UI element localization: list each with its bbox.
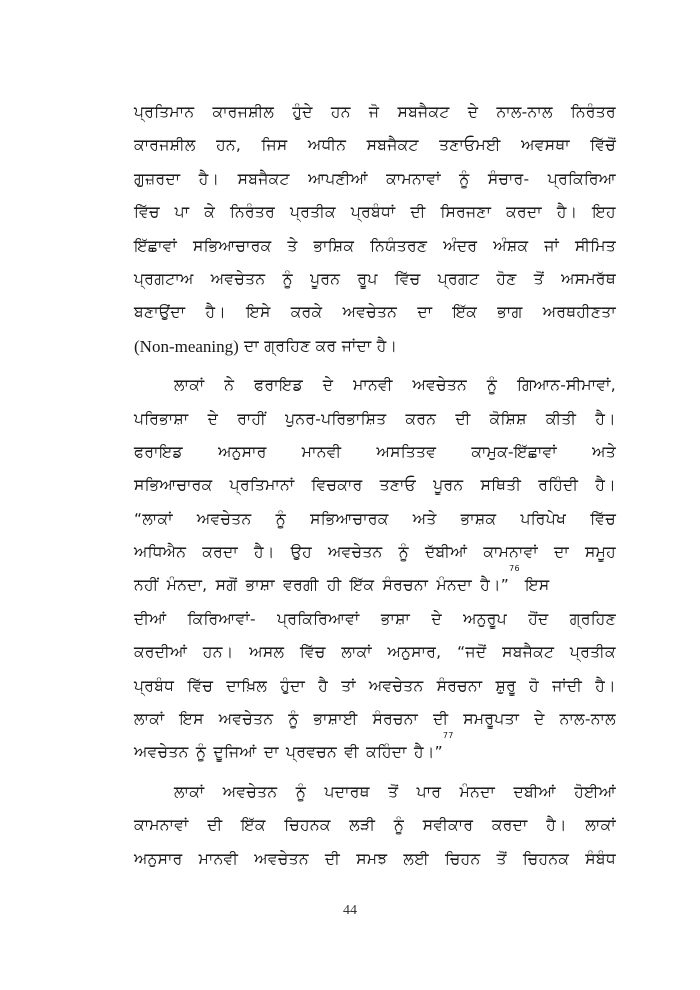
word: ਨੂੰ	[295, 782, 307, 801]
word: ਰਾਹੀਂ	[237, 409, 267, 428]
word: ਇਸੇ	[246, 303, 271, 322]
word: ਅਵਸਥਾ	[521, 136, 570, 155]
word: ਅਸਲ	[249, 643, 285, 662]
word: ਅਨੁਸਾਰ,	[387, 643, 442, 662]
word: ਅਵਚੇਤਨ	[412, 376, 468, 395]
word: ਦੇ	[207, 409, 219, 428]
word: ਨੂੰ	[282, 269, 293, 288]
word: ਅਵਚੇਤਨ	[210, 269, 266, 288]
word: ਲਾਕਾਂ	[585, 816, 616, 835]
word: ਗਿਆਨ-ਸੀਮਾਵਾਂ,	[517, 376, 616, 395]
word: ਦੀ	[433, 710, 449, 729]
word: ਪ੍ਰਗਟਾਅ	[134, 269, 194, 288]
word: ਪੂਰਨ	[433, 476, 464, 495]
word: ਕੇ	[204, 203, 216, 222]
latin-term: (Non-meaning)	[134, 336, 239, 356]
word: ਪ੍ਰਬੰਧਾਂ	[350, 203, 396, 222]
word: ਸਬਜੈਕਟ	[502, 643, 555, 662]
word: ਅਵਚੇਤਨ	[368, 676, 424, 695]
word: ਦਬੀਆਂ	[513, 782, 556, 801]
word: ਦੇ	[534, 710, 545, 729]
word: ਹੁੰਦਾ	[280, 676, 306, 695]
word: ਭਾਸ਼ਾ	[380, 609, 411, 628]
word: ਅਨੁਰੂਪ	[463, 609, 507, 628]
text-line	[134, 809, 616, 842]
word: ਸਮਝ	[356, 849, 388, 868]
word: ਪਰਿਪੇਖ	[520, 509, 567, 528]
text-line	[134, 436, 616, 469]
word: ਫਰਾਇਡ	[134, 442, 183, 461]
text-line	[134, 296, 616, 329]
word: ਭਾਸ਼ਾਈ	[313, 710, 358, 729]
word: ਰਹਿੰਦੀ	[538, 476, 579, 495]
word: ਅਨੁਸਾਰ	[134, 849, 183, 868]
text-fragment: ਨਹੀਂ ਮੰਨਦਾ, ਸਗੋਂ ਭਾਸ਼ਾ ਵਰਗੀ ਹੀ ਇੱਕ ਸੰਰਚਨਾ ਮੰਨਦਾ ਹੈ।”	[134, 576, 510, 595]
text-line	[134, 369, 616, 402]
word: ਕਾਮਨਾਵਾਂ	[134, 816, 189, 835]
word: ਅਵਚੇਤਨ	[196, 509, 252, 528]
word: ਤੋਂ	[496, 849, 507, 868]
word: ਵਿੱਚ	[134, 203, 160, 222]
paragraph-1	[134, 96, 616, 363]
word: ਪਾਰ	[416, 782, 442, 801]
word: ਨੂੰ	[486, 376, 498, 395]
word: ਦਾ	[553, 543, 569, 562]
word: ਨਿਰੰਤਰ	[570, 103, 616, 121]
text-line	[134, 129, 616, 162]
word: ਜਿਸ	[261, 136, 288, 155]
word: ਹੈ।	[556, 203, 578, 222]
word: ਨਾਲ-ਨਾਲ	[559, 710, 616, 729]
word: ਸੀਮਿਤ	[574, 236, 616, 255]
text-line	[134, 196, 616, 229]
text-line-last	[134, 330, 616, 363]
text-line	[134, 230, 616, 263]
word: ਅਵਚੇਤਨ	[342, 303, 398, 322]
word: ਹੈ।	[595, 409, 616, 428]
word: ਲੜੀ	[349, 816, 376, 835]
word: ਅਤੇ	[412, 509, 437, 528]
word: ਤਣਾਓ	[379, 476, 417, 495]
word: ਵਿੱਚ	[590, 509, 616, 528]
word: ਦਾਖ਼ਿਲ	[226, 676, 268, 695]
word: ਹਨ।	[202, 643, 234, 662]
word: ਲਾਕਾਂ	[341, 643, 372, 662]
word: ਬਣਾਉਂਦਾ	[134, 303, 186, 322]
word: ਤਾਂ	[341, 676, 356, 695]
word: ਮਾਨਵੀ	[353, 376, 393, 395]
word: ਪ੍ਰਗਟ	[437, 269, 480, 288]
word: ਸਵੀਕਾਰ	[422, 816, 474, 835]
word: ਮਾਨਵੀ	[198, 849, 239, 868]
word: ਹੈ।	[595, 476, 616, 495]
word: ਸੰਬੰਧ	[585, 849, 616, 868]
word: ਨਿਰੰਤਰ	[230, 203, 276, 222]
word: ਸਮਰੂਪਤਾ	[463, 710, 520, 729]
word: ਅੰਦਰ	[443, 236, 478, 255]
text-fragment: ਅਵਚੇਤਨ ਨੂੰ ਦੂਜਿਆਂ ਦਾ ਪ੍ਰਵਚਨ ਵੀ ਕਹਿੰਦਾ ਹੈ।”	[134, 743, 443, 762]
word: ਦੇ	[431, 609, 442, 628]
word: ਮੰਨਦਾ	[459, 782, 496, 801]
word: ਹੋਣ	[496, 269, 517, 288]
word: ਸਬਜੈਕਟ	[237, 169, 290, 188]
word: ਜਾਂਦੀ	[552, 676, 583, 695]
word: ਰੂਪ	[357, 269, 378, 288]
word: “ਜਦੋਂ	[457, 643, 487, 662]
word: ਨੂੰ	[398, 543, 409, 562]
word: ਭਾਸ਼ਕ	[460, 509, 497, 528]
word: ਨੂੰ	[275, 509, 286, 528]
word: ਜਾਂ	[544, 236, 560, 255]
word: ਅਨੁਸਾਰ	[218, 442, 267, 461]
word: ਹੈ	[318, 676, 329, 695]
word: ਆਪਣੀਆਂ	[308, 169, 368, 188]
word: ਹੈ।	[205, 303, 227, 322]
word: ਕਰਕੇ	[290, 303, 323, 322]
word: ਅਧੀਨ	[307, 136, 347, 155]
word: ਦੀ	[455, 409, 471, 428]
word: ਸਬਜੈਕਟ	[397, 103, 450, 121]
word: ਵਿਚਕਾਰ	[311, 476, 363, 495]
word: ਸਭਿਆਚਾਰਕ	[134, 476, 213, 495]
word: ਤੇ	[287, 236, 298, 255]
word: ਹਨ	[330, 103, 351, 121]
word: ਕਿਰਿਆਵਾਂ-	[187, 609, 256, 628]
word: ਸੰਰਚਨਾ	[436, 676, 483, 695]
word: ਦਾ	[417, 303, 433, 322]
word: ਤੋਂ	[388, 782, 399, 801]
word: ਹੋਂਦ	[528, 609, 549, 628]
text-line	[134, 469, 616, 502]
word: ਹਨ,	[216, 136, 242, 155]
footnote-marker-77: 77	[442, 731, 454, 741]
text-line	[134, 263, 616, 296]
word: ਸਮੂਹ	[584, 543, 616, 562]
text-line	[134, 96, 616, 129]
word: ਅਵਚੇਤਨ	[218, 710, 274, 729]
word: ਨਾਲ-ਨਾਲ	[496, 103, 553, 121]
word: ਇੱਕ	[452, 303, 478, 322]
word: ਪਾ	[174, 203, 190, 222]
word: ਹੋਈਆਂ	[574, 782, 616, 801]
text-line-last	[134, 731, 616, 769]
word: ਨੇ	[224, 376, 235, 395]
word: ਨੂੰ	[459, 169, 470, 188]
text-line-with-footnote	[134, 564, 616, 602]
word: ਕਰਦੀਆਂ	[134, 643, 188, 662]
word: ਅਤੇ	[592, 442, 616, 461]
word: ਅਵਚੇਤਨ	[254, 849, 309, 868]
word: ਪ੍ਰਤਿਮਾਨਾਂ	[229, 476, 295, 495]
word: ਤੋਂ	[533, 269, 544, 288]
word: ਦੇ	[467, 103, 479, 121]
word: ਹੁੰਦੇ	[292, 103, 313, 121]
word: ਕਰਦਾ	[491, 816, 528, 835]
text-line	[134, 403, 616, 436]
word: ਤਣਾਓਮਈ	[439, 136, 501, 155]
word: ਮਾਨਵੀ	[301, 442, 342, 461]
word: ਜੋ	[368, 103, 380, 121]
text-line	[134, 843, 616, 876]
word: ਅਵਚੇਤਨ	[222, 782, 278, 801]
word: ਪ੍ਰਕਿਰਿਆਵਾਂ	[277, 609, 360, 628]
word: ਪਦਾਰਥ	[324, 782, 370, 801]
word: ਦੀ	[410, 203, 426, 222]
word: ਹੈ।	[254, 543, 275, 562]
word: ਸਬਜੈਕਟ	[366, 136, 419, 155]
text-line	[134, 776, 616, 809]
text-line	[134, 603, 616, 636]
word: ਹੈ।	[546, 816, 567, 835]
word: ਕਰਦਾ	[202, 543, 239, 562]
page-number: 44	[343, 903, 357, 918]
word: ਫਰਾਇਡ	[254, 376, 303, 395]
word: ਨੂੰ	[393, 816, 405, 835]
word: ਲਾਕਾਂ	[174, 782, 205, 801]
word: ਸੰਚਾਰ-	[487, 169, 530, 188]
word: ਇਸ	[179, 710, 204, 729]
word: ਸਥਿਤੀ	[480, 476, 522, 495]
word: ਚਿਹਨ	[444, 849, 481, 868]
footnote-marker-76: 76	[509, 564, 520, 574]
word: ਹੋ	[529, 676, 539, 695]
word: ਹੈ।	[595, 676, 616, 695]
word: ਗ੍ਰਹਿਣ	[569, 609, 616, 628]
word: ਵਿੱਚ	[187, 676, 214, 695]
word: ਵਿੱਚ	[394, 269, 421, 288]
word: ਉਹ	[290, 543, 312, 562]
word: ਹੈ।	[198, 169, 220, 188]
text-line	[134, 536, 616, 569]
word: ਵਿੱਚ	[299, 643, 326, 662]
word: ਪੁਨਰ-ਪਰਿਭਾਸ਼ਿਤ	[285, 409, 387, 428]
word: ਇੱਛਾਵਾਂ	[134, 236, 178, 255]
word: ਅਸਮਰੱਥ	[561, 269, 616, 288]
word: ਇਹ	[592, 203, 616, 222]
word: ਚਿਹਨਕ	[284, 816, 331, 835]
word: ਕਾਮਨਾਵਾਂ	[483, 543, 538, 562]
document-page-body	[134, 96, 616, 876]
word: ਅਸਤਿਤਵ	[376, 442, 437, 461]
word: ਕਰਦਾ	[506, 203, 542, 222]
word: ਕੀਤੀ	[545, 409, 577, 428]
word: ਭਾਗ	[497, 303, 523, 322]
word: ਅੰਸ਼ਕ	[493, 236, 529, 255]
word: ਕਾਮੁਕ-ਇੱਛਾਵਾਂ	[471, 442, 557, 461]
word: “ਲਾਕਾਂ	[134, 509, 173, 528]
word: ਅਰਥਹੀਣਤਾ	[542, 303, 616, 322]
text-line	[134, 703, 616, 736]
word: ਨਿਯੰਤਰਣ	[370, 236, 428, 255]
text-fragment: ਇਸ	[519, 576, 550, 595]
word: ਵਿੱਚੋਂ	[590, 136, 616, 155]
paragraph-3	[134, 776, 616, 876]
word: ਲਈ	[403, 849, 429, 868]
word: ਸਭਿਆਚਾਰਕ	[310, 509, 389, 528]
word: ਪ੍ਰਤੀਕ	[289, 203, 336, 222]
text-line	[134, 503, 616, 536]
word: ਪ੍ਰਬੰਧ	[134, 676, 175, 695]
word: ਗੁਜ਼ਰਦਾ	[134, 169, 181, 188]
text-line	[134, 636, 616, 669]
word: ਪ੍ਰਤਿਮਾਨ	[134, 103, 195, 121]
word: ਸੰਰਚਨਾ	[372, 710, 419, 729]
word: ਅਧਿਐਨ	[134, 543, 187, 562]
word: ਚਿਹਨਕ	[522, 849, 570, 868]
word: ਪੂਰਨ	[310, 269, 341, 288]
word: ਕਾਰਜਸ਼ੀਲ	[212, 103, 275, 121]
paragraph-2	[134, 369, 616, 770]
word: ਦੀ	[324, 849, 341, 868]
word: ਲਾਕਾਂ	[134, 710, 165, 729]
text-fragment: ਦਾ ਗ੍ਰਹਿਣ ਕਰ ਜਾਂਦਾ ਹੈ।	[238, 336, 398, 355]
word: ਲਾਕਾਂ	[174, 376, 205, 395]
word: ਸਿਰਜਣਾ	[440, 203, 492, 222]
word: ਸਭਿਆਚਾਰਕ	[192, 236, 272, 255]
word: ਇੱਕ	[241, 816, 266, 835]
word: ਅਵਚੇਤਨ	[327, 543, 383, 562]
text-line	[134, 670, 616, 703]
word: ਦੇ	[322, 376, 334, 395]
word: ਦੀ	[207, 816, 223, 835]
word: ਦੱਬੀਆਂ	[424, 543, 468, 562]
word: ਭਾਸ਼ਿਕ	[313, 236, 355, 255]
text-line	[134, 163, 616, 196]
word: ਨੂੰ	[288, 710, 299, 729]
word: ਕਾਰਜਸ਼ੀਲ	[134, 136, 196, 155]
word: ਪ੍ਰਕਿਰਿਆ	[547, 169, 616, 188]
word: ਦੀਆਂ	[134, 609, 167, 628]
word: ਪਰਿਭਾਸ਼ਾ	[134, 409, 189, 428]
word: ਸ਼ੁਰੂ	[495, 676, 517, 695]
word: ਕਾਮਨਾਵਾਂ	[386, 169, 441, 188]
word: ਪ੍ਰਤੀਕ	[569, 643, 616, 662]
word: ਕਰਨ	[405, 409, 437, 428]
word: ਕੋਸ਼ਿਸ਼	[489, 409, 527, 428]
